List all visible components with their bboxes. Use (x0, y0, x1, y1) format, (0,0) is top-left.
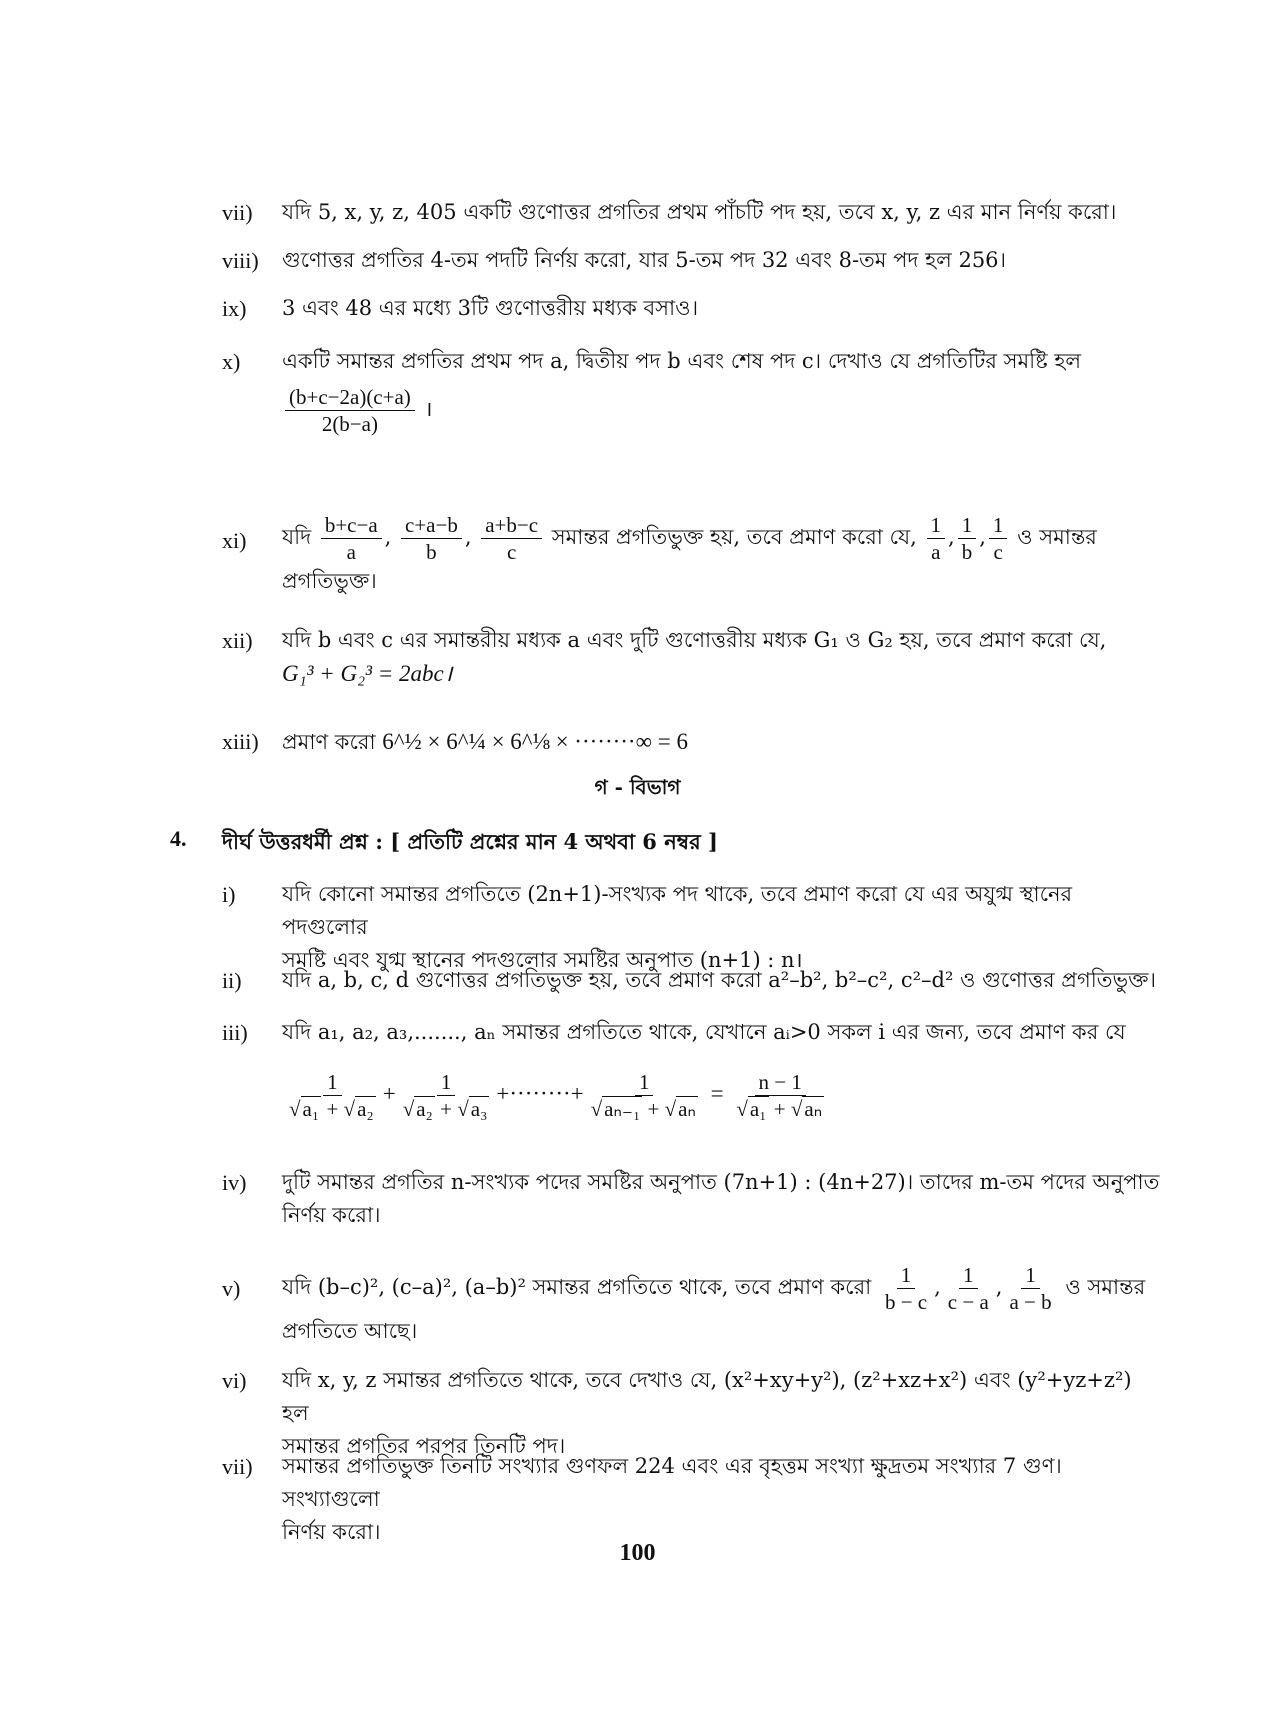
fraction-numerator: (b+c−2a)(c+a) (285, 384, 415, 411)
question-text: গুণোত্তর প্রগতির 4-তম পদটি নির্ণয় করো, যার 5-তম পদ 32 এবং 8-তম পদ হল 256। (282, 248, 1007, 272)
full-stop: । (424, 397, 433, 421)
question-number: v) (222, 1276, 241, 1301)
fraction-denominator: a (931, 540, 941, 564)
sqrt-term: aₙ₋₁ (604, 1097, 641, 1121)
fraction-denominator: 2(b−a) (321, 412, 378, 436)
text-pre: যদি (282, 525, 312, 549)
question-text-line2: প্রগতিভুক্ত। (282, 569, 377, 593)
question-number: vii) (222, 200, 253, 225)
fraction-numerator: b+c−a (321, 512, 382, 539)
fraction-denominator: c (506, 540, 517, 564)
question-d-vii (222, 1450, 1162, 1544)
fraction-numerator: 1 (1021, 1262, 1040, 1289)
question-number: xi) (222, 528, 247, 553)
question-number: ii) (222, 968, 242, 993)
question-text-line2: প্রগতিতে আছে। (282, 1319, 418, 1343)
section-title: গ - বিভাগ (594, 775, 681, 799)
question-text-line2: নির্ণয় করো। (282, 1203, 381, 1227)
question-c-x (222, 345, 1162, 475)
question-d-v: v) যদি (b–c)², (c–a)², (a–b)² সমান্তর প্রগতিতে থাকে, তবে প্রমাণ করো $\frac{1}{b - c}$ , $\frac{1}{c - a}$ , $\frac{1}{a - b}$ ও সমান্তর প্রগতিতে আছে। (222, 1262, 1162, 1342)
sqrt-term: a₂ (357, 1097, 374, 1121)
question-text: যদি x, y, z সমান্তর প্রগতিতে থাকে, তবে দেখাও যে, (x²+xy+y²), (z²+xz+x²) এবং (y²+yz+z²) হল (282, 1368, 1132, 1425)
fraction-numerator: 1 (958, 512, 977, 539)
question-c-ix (222, 292, 1162, 332)
fraction-denominator: √a₂ + √a₃ (402, 1097, 488, 1121)
question-number: xiii) (222, 729, 259, 754)
fraction-numerator: n − 1 (755, 1069, 806, 1096)
sqrt-term: a₃ (470, 1097, 488, 1121)
question-title: দীর্ঘ উত্তরধর্মী প্রশ্ন : [ প্রতিটি প্রশ্নের মান 4 অথবা 6 নম্বর ] (222, 829, 718, 854)
sqrt-term: a₁ (302, 1097, 320, 1121)
sqrt-term: aₙ (678, 1097, 696, 1121)
fraction-denominator: √a₁ + √a₂ (289, 1097, 374, 1121)
fraction-denominator: √a₁ + √aₙ (736, 1097, 823, 1121)
question-text-line2: সমষ্টি এবং যুগ্ম স্থানের পদগুলোর সমষ্টির অনুপাত (n+1) : n। (282, 948, 803, 972)
fraction-denominator: b (426, 540, 437, 564)
question-d-i (222, 878, 1162, 972)
fraction-numerator: 1 (897, 1262, 916, 1289)
text-post: ও সমান্তর (1017, 525, 1097, 549)
fraction-numerator: 1 (989, 512, 1008, 539)
page-number: 100 (619, 1540, 656, 1566)
question-text-line2: সমান্তর প্রগতির পরপর তিনটি পদ। (282, 1434, 566, 1458)
question-number: 4. (170, 826, 187, 851)
fraction-numerator: a+b−c (481, 512, 542, 539)
question-c-viii (222, 244, 1162, 284)
fraction-numerator: 1 (437, 1069, 456, 1096)
question-text: যদি a, b, c, d গুণোত্তর প্রগতিভুক্ত হয়, তবে প্রমাণ করো a²–b², b²–c², c²–d² ও গুণোত্তর প্রগতিভুক্ত। (282, 968, 1157, 992)
fraction-numerator: 1 (927, 512, 946, 539)
question-number: vii) (222, 1454, 253, 1479)
question-d-vi (222, 1364, 1162, 1458)
fraction-denominator: c − a (947, 1290, 989, 1314)
question-number: vi) (222, 1368, 247, 1393)
question-d-iii (222, 1016, 1162, 1146)
question-text: যদি 5, x, y, z, 405 একটি গুণোত্তর প্রগতির প্রথম পাঁচটি পদ হয়, তবে x, y, z এর মান নির্ণয় করো। (282, 200, 1117, 224)
question-text: যদি a₁, a₂, a₃,......., aₙ সমান্তর প্রগতিতে থাকে, যেখানে aᵢ>0 সকল i এর জন্য, তবে প্রমাণ কর যে (282, 1020, 1126, 1044)
text-pre: যদি (b–c)², (c–a)², (a–b)² সমান্তর প্রগতিতে থাকে, তবে প্রমাণ করো (282, 1275, 872, 1299)
question-text: যদি কোনো সমান্তর প্রগতিতে (2n+1)-সংখ্যক পদ থাকে, তবে প্রমাণ করো যে এর অযুগ্ম স্থানের পদগুলোর (282, 882, 1073, 939)
question-text-line2: G₁³ + G₂³ = 2abc। (282, 661, 453, 686)
text-post: ও সমান্তর (1065, 1275, 1146, 1299)
question-text: 3 এবং 48 এর মধ্যে 3টি গুণোত্তরীয় মধ্যক বসাও। (282, 296, 699, 320)
question-text: সমান্তর প্রগতিভুক্ত তিনটি সংখ্যার গুণফল 224 এবং এর বৃহত্তম সংখ্যা ক্ষুদ্রতম সংখ্যার 7 গুণ। সংখ্যাগুলো (282, 1454, 1062, 1511)
fraction-denominator: a (346, 540, 356, 564)
question-number: iv) (222, 1170, 247, 1195)
fraction-numerator: c+a−b (401, 512, 462, 539)
fraction-numerator: 1 (635, 1069, 654, 1096)
question-number: iii) (222, 1020, 248, 1045)
equation: $\frac{1}{\text{√a₁ + √a₂}}$ + $\frac{1}{\text{√a₂ + √a₃}}$ +········+ $\frac{1}{\text{√aₙ₋₁ + √aₙ}}$ = $\frac{n - 1}{\text{√a₁ + √aₙ}}$ (282, 1069, 1162, 1122)
question-c-xii (222, 624, 1162, 694)
sqrt-term: a₁ (749, 1097, 767, 1121)
fraction-numerator: 1 (323, 1069, 342, 1096)
fraction-denominator: a − b (1009, 1290, 1052, 1314)
question-c-xiii (222, 725, 1162, 765)
sqrt-term: aₙ (804, 1097, 823, 1121)
question-number: viii) (222, 248, 259, 273)
fraction-denominator: c (993, 540, 1003, 564)
sum-fraction (285, 384, 415, 437)
ellipsis-sum: +········+ (496, 1081, 584, 1106)
question-text: একটি সমান্তর প্রগতির প্রথম পদ a, দ্বিতীয় পদ b এবং শেষ পদ c। দেখাও যে প্রগতিটির সমষ্টি হল (282, 349, 1082, 373)
text-pre: প্রমাণ করো (282, 730, 376, 754)
question-c-vii (222, 196, 1162, 236)
fraction-denominator: √aₙ₋₁ + √aₙ (590, 1097, 696, 1121)
question-d-ii (222, 964, 1162, 1004)
question-c-xi: xi) যদি $\frac{b+c-a}{a}$ , $\frac{c+a-b}{b}$ , $\frac{a+b-c}{c}$ সমান্তর প্রগতিভুক্ত হয়, তবে প্রমাণ করো যে, $\frac{1}{a}$ , $\frac{1}{b}$ , $\frac{1}{c}$ ও সমান্তর প্রগতিভুক্ত। (222, 512, 1162, 602)
fraction-denominator: b (961, 540, 973, 564)
question-number: ix) (222, 296, 247, 321)
question-number: x) (222, 349, 241, 374)
question-text: যদি b এবং c এর সমান্তরীয় মধ্যক a এবং দুটি গুণোত্তরীয় মধ্যক G₁ ও G₂ হয়, তবে প্রমাণ করো যে, (282, 628, 1107, 652)
math-expression: 6^½ × 6^¼ × 6^⅛ × ········∞ = 6 (382, 729, 688, 754)
fraction-denominator: b − c (884, 1290, 928, 1314)
question-number: i) (222, 882, 236, 907)
text-mid: সমান্তর প্রগতিভুক্ত হয়, তবে প্রমাণ করো যে, (551, 525, 917, 549)
question-text-line2: নির্ণয় করো। (282, 1520, 381, 1544)
question-number: xii) (222, 628, 253, 653)
fraction-numerator: 1 (959, 1262, 978, 1289)
sqrt-term: a₂ (416, 1097, 433, 1121)
question-text: দুটি সমান্তর প্রগতির n-সংখ্যক পদের সমষ্টির অনুপাত (7n+1) : (4n+27)। তাদের m-তম পদের অনুপাত (282, 1170, 1160, 1194)
question-d-iv (222, 1166, 1162, 1236)
